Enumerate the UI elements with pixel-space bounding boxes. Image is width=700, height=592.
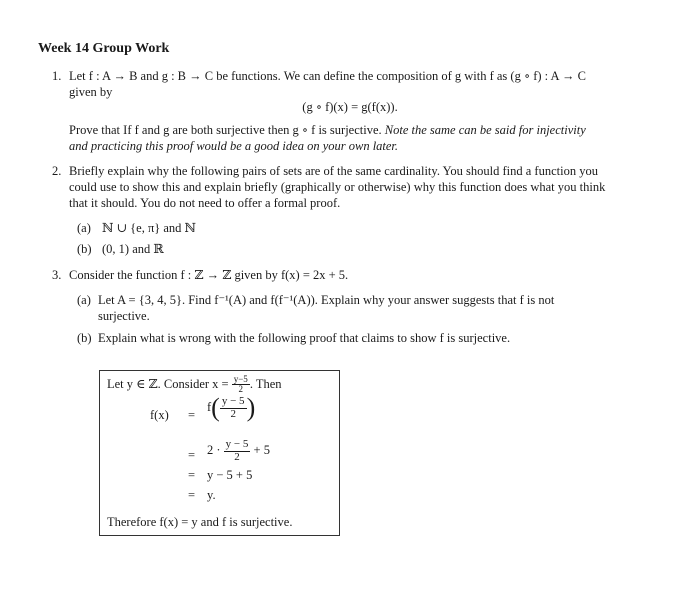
problem-1-prove-line2: and practicing this proof would be a good idea on your own later.: [69, 139, 399, 153]
problem-2-number: 2.: [52, 164, 62, 178]
prove-note: Note the same can be said for injectivity: [384, 123, 586, 137]
right-paren: ): [246, 393, 256, 422]
problem-1-intro-line1: Let f : A → B and g : B → C be functions. We can define the composition of g with f as (g ∘ f) : A → C: [69, 69, 586, 83]
problem-1-prove-line1: [69, 122, 586, 139]
problem-3a-label: (a): [77, 293, 91, 307]
proof-row2-prefix: 2 ·: [207, 442, 221, 457]
proof-row2-numerator: y − 5: [225, 438, 249, 450]
problem-2a-text: ℕ ∪ {e, π} and ℕ: [102, 221, 196, 235]
proof-then: . Then: [249, 376, 282, 391]
proof-row1-denominator: 2: [230, 407, 236, 420]
problem-1-number: 1.: [52, 69, 62, 83]
problem-1-intro-line2: given by: [69, 85, 113, 99]
proof-x-denominator: 2: [238, 384, 244, 395]
proof-row1-fraction: [220, 396, 247, 420]
proof-first-line: [107, 375, 282, 395]
proof-eq-2: =: [188, 448, 196, 462]
proof-row2-suffix: + 5: [253, 442, 270, 457]
proof-row1: [207, 395, 255, 421]
problem-2a-label: (a): [77, 221, 91, 235]
proof-row3: y − 5 + 5: [207, 468, 253, 482]
problem-3b-label: (b): [77, 331, 92, 345]
proof-row2: [207, 439, 270, 463]
problem-3-intro: Consider the function f : ℤ → ℤ given by f(x) = 2x + 5.: [69, 268, 349, 282]
proof-let: Let y ∈ ℤ. Consider x =: [107, 376, 229, 391]
proof-eq-4: =: [188, 488, 196, 502]
problem-3a-line2: surjective.: [98, 309, 150, 323]
left-paren: (: [211, 393, 220, 422]
proof-row2-fraction: [224, 439, 251, 463]
proof-row4: y.: [207, 488, 216, 502]
problem-2b-text: (0, 1) and ℝ: [102, 242, 164, 256]
page-title: Week 14 Group Work: [38, 41, 170, 56]
proof-row1-f: f: [207, 399, 212, 414]
proof-eq-3: =: [188, 468, 196, 482]
prove-statement: Prove that If f and g are both surjective then g ∘ f is surjective.: [69, 123, 382, 137]
proof-box: [99, 370, 340, 536]
proof-fx: f(x): [150, 408, 169, 422]
problem-3b-text: Explain what is wrong with the following proof that claims to show f is surjective.: [98, 331, 511, 345]
problem-3-number: 3.: [52, 268, 62, 282]
problem-2-line2: could use to show this and explain briefly (graphically or otherwise) why this function does what you think: [69, 180, 606, 194]
problem-2-line1: Briefly explain why the following pairs of sets are of the same cardinality. You should find a function you: [69, 164, 598, 178]
proof-x-numerator: y−5: [233, 374, 248, 384]
proof-row1-numerator: y − 5: [221, 394, 245, 407]
problem-3a-line1: Let A = {3, 4, 5}. Find f⁻¹(A) and f(f⁻¹(A)). Explain why your answer suggests that f is not: [98, 293, 555, 307]
proof-x-fraction: [232, 375, 250, 395]
problem-2b-label: (b): [77, 242, 92, 256]
problem-2-line3: that it should. You do not need to offer a formal proof.: [69, 196, 341, 210]
composition-equation: (g ∘ f)(x) = g(f(x)).: [302, 100, 398, 114]
proof-eq-1: =: [188, 408, 196, 422]
proof-conclusion: Therefore f(x) = y and f is surjective.: [107, 515, 293, 529]
proof-row2-denominator: 2: [234, 450, 240, 463]
